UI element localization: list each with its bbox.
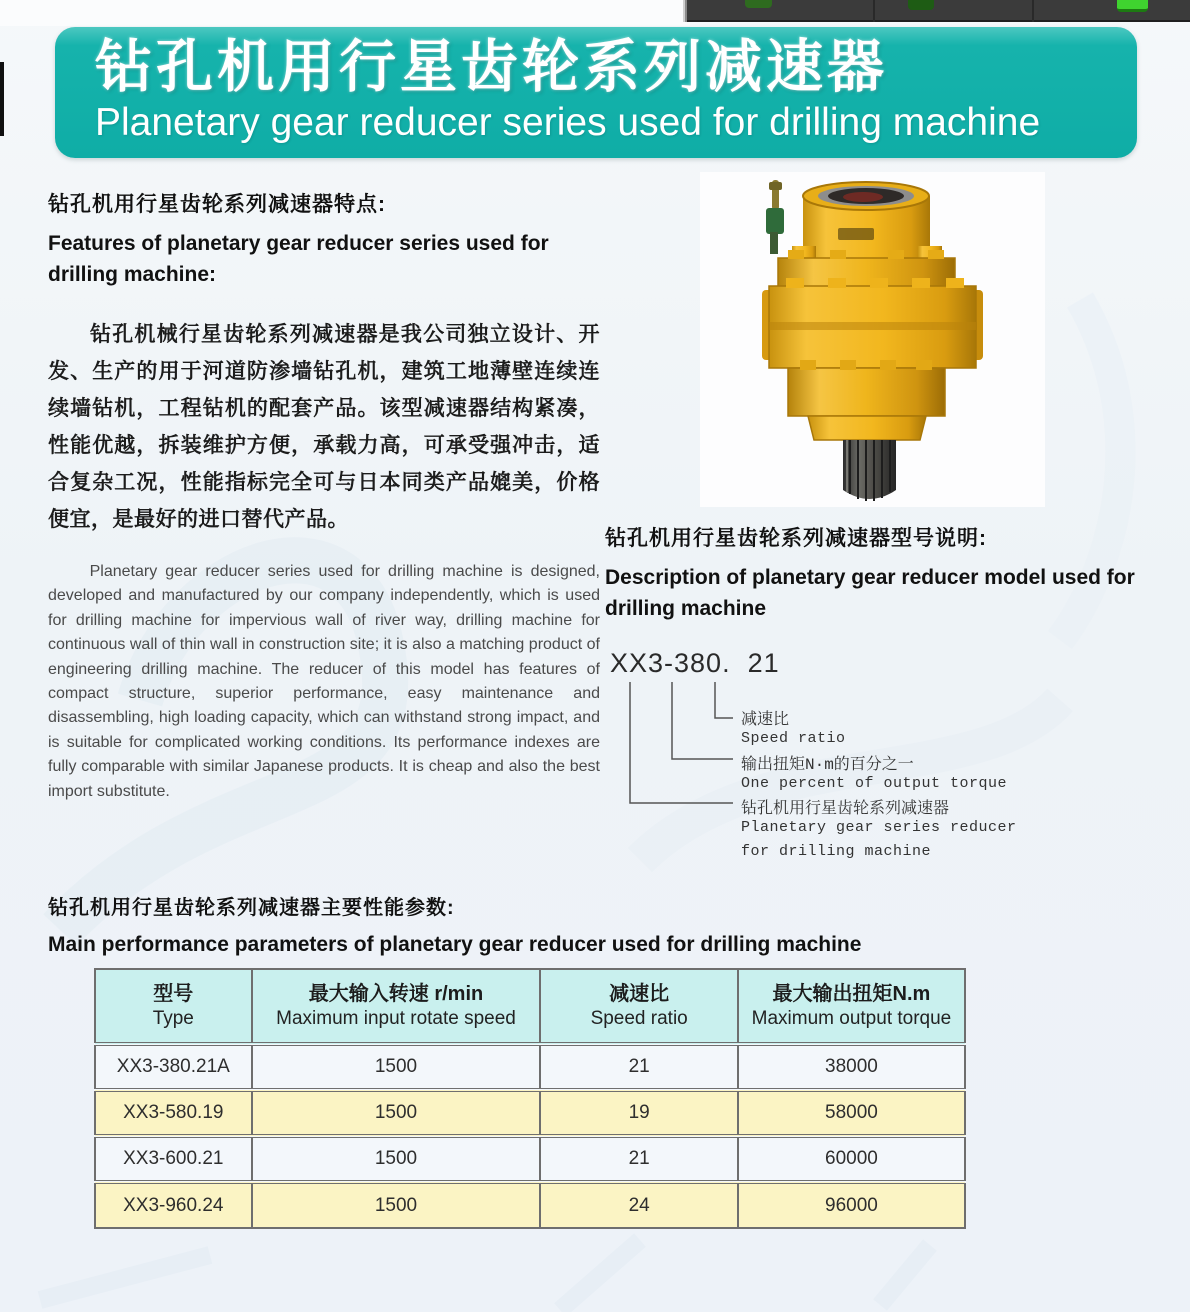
cell-torque: 58000	[738, 1090, 965, 1136]
toolbar-separator	[873, 0, 875, 22]
toolbar-extension-icon[interactable]	[745, 0, 772, 8]
model-code-diagram	[605, 648, 1185, 880]
cell-torque: 96000	[738, 1182, 965, 1228]
header-speed-ratio	[540, 969, 737, 1044]
features-heading-zh: 钻孔机用行星齿轮系列减速器特点:	[48, 193, 386, 216]
header-speed-ratio-en: Speed ratio	[590, 1008, 688, 1029]
model-description-section	[605, 524, 1183, 624]
cell-ratio: 24	[540, 1182, 737, 1228]
header-output-torque-zh: 最大输出扭矩N.m	[772, 983, 931, 1005]
page-title-zh: 钻孔机用行星齿轮系列减速器	[95, 35, 888, 99]
title-banner	[55, 27, 1137, 158]
header-output-torque-en: Maximum output torque	[751, 1008, 952, 1029]
browser-toolbar-fragment	[683, 0, 1190, 22]
header-type	[95, 969, 252, 1044]
features-paragraph-zh: 钻孔机械行星齿轮系列减速器是我公司独立设计、开发、生产的用于河道防渗墙钻孔机，建筑工地薄壁连续连续墙钻机，工程钻机的配套产品。该型减速器结构紧凑，性能优越，拆装维护方便，承载力高，可承受强冲击，适合复杂工况，性能指标完全可与日本同类产品媲美，价格便宜，是最好的进口替代产品。	[48, 323, 600, 531]
header-speed-ratio-zh: 减速比	[609, 983, 670, 1005]
header-input-speed-zh: 最大输入转速 r/min	[308, 983, 484, 1005]
toolbar-extension-icon[interactable]	[908, 0, 934, 10]
scan-edge-artifact	[0, 62, 4, 136]
cell-ratio: 21	[540, 1136, 737, 1182]
callout-series-en: Planetary gear series reducer	[741, 819, 1017, 836]
features-heading-en: Features of planetary gear reducer series used for drilling machine:	[48, 232, 549, 286]
table-row	[95, 1044, 965, 1090]
callout-torque-pct-en: One percent of output torque	[741, 775, 1008, 792]
parameters-table	[94, 968, 966, 1229]
cell-speed: 1500	[252, 1136, 541, 1182]
page-title-en: Planetary gear reducer series used for drilling machine	[95, 101, 1041, 144]
header-type-zh: 型号	[153, 983, 194, 1005]
table-row	[95, 1136, 965, 1182]
table-row	[95, 1090, 965, 1136]
features-paragraph-en: Planetary gear reducer series used for drilling machine is designed, developed and manufactured by our company independently, which is used for drilling machine for impervious wall of river way, drilling machine for continuous wall of thin wall in construction site; it is also a matching product of engineering drilling machine. The reducer of this model has features of compact structure, superior performance, easy maintenance and disassembling, high loading capacity, which can withstand strong impact, and is suitable for complicated working conditions. Its performance indexes are fully comparable with similar Japanese products. It is cheap and also the best import substitute.	[48, 563, 600, 800]
cell-ratio: 21	[540, 1044, 737, 1090]
parameters-heading-en: Main performance parameters of planetary gear reducer used for drilling machine	[48, 933, 862, 956]
header-input-speed-en: Maximum input rotate speed	[276, 1008, 516, 1029]
toolbar-extension-icon[interactable]	[1117, 0, 1148, 12]
cell-type: XX3-600.21	[95, 1136, 252, 1182]
header-input-speed	[252, 969, 541, 1044]
cell-type: XX3-380.21A	[95, 1044, 252, 1090]
model-heading-en: Description of planetary gear reducer model used for drilling machine	[605, 566, 1135, 620]
model-code: XX3-380. 21	[610, 648, 780, 678]
table-header-row	[95, 969, 965, 1044]
header-type-en: Type	[152, 1008, 194, 1029]
cell-speed: 1500	[252, 1044, 541, 1090]
cell-speed: 1500	[252, 1090, 541, 1136]
callout-series-en2: for drilling machine	[741, 843, 932, 860]
features-section	[48, 190, 600, 804]
header-output-torque	[738, 969, 965, 1044]
table-row	[95, 1182, 965, 1228]
toolbar-separator	[1032, 0, 1034, 22]
callout-speed-ratio-zh: 减速比	[741, 711, 790, 729]
cell-type: XX3-580.19	[95, 1090, 252, 1136]
toolbar-edge-shadow	[685, 0, 687, 22]
page-top-margin	[0, 0, 690, 26]
callout-speed-ratio-en: Speed ratio	[741, 730, 846, 747]
product-photo	[700, 172, 1045, 507]
cell-type: XX3-960.24	[95, 1182, 252, 1228]
callout-torque-pct-zh: 输出扭矩N·m的百分之一	[741, 756, 914, 774]
cell-torque: 38000	[738, 1044, 965, 1090]
parameters-heading-zh: 钻孔机用行星齿轮系列减速器主要性能参数:	[48, 897, 455, 919]
cell-torque: 60000	[738, 1136, 965, 1182]
cell-speed: 1500	[252, 1182, 541, 1228]
cell-ratio: 19	[540, 1090, 737, 1136]
gear-reducer-image	[700, 172, 1045, 507]
callout-series-zh: 钻孔机用行星齿轮系列减速器	[741, 800, 950, 818]
parameters-section	[48, 893, 1048, 960]
model-heading-zh: 钻孔机用行星齿轮系列减速器型号说明:	[605, 527, 987, 550]
